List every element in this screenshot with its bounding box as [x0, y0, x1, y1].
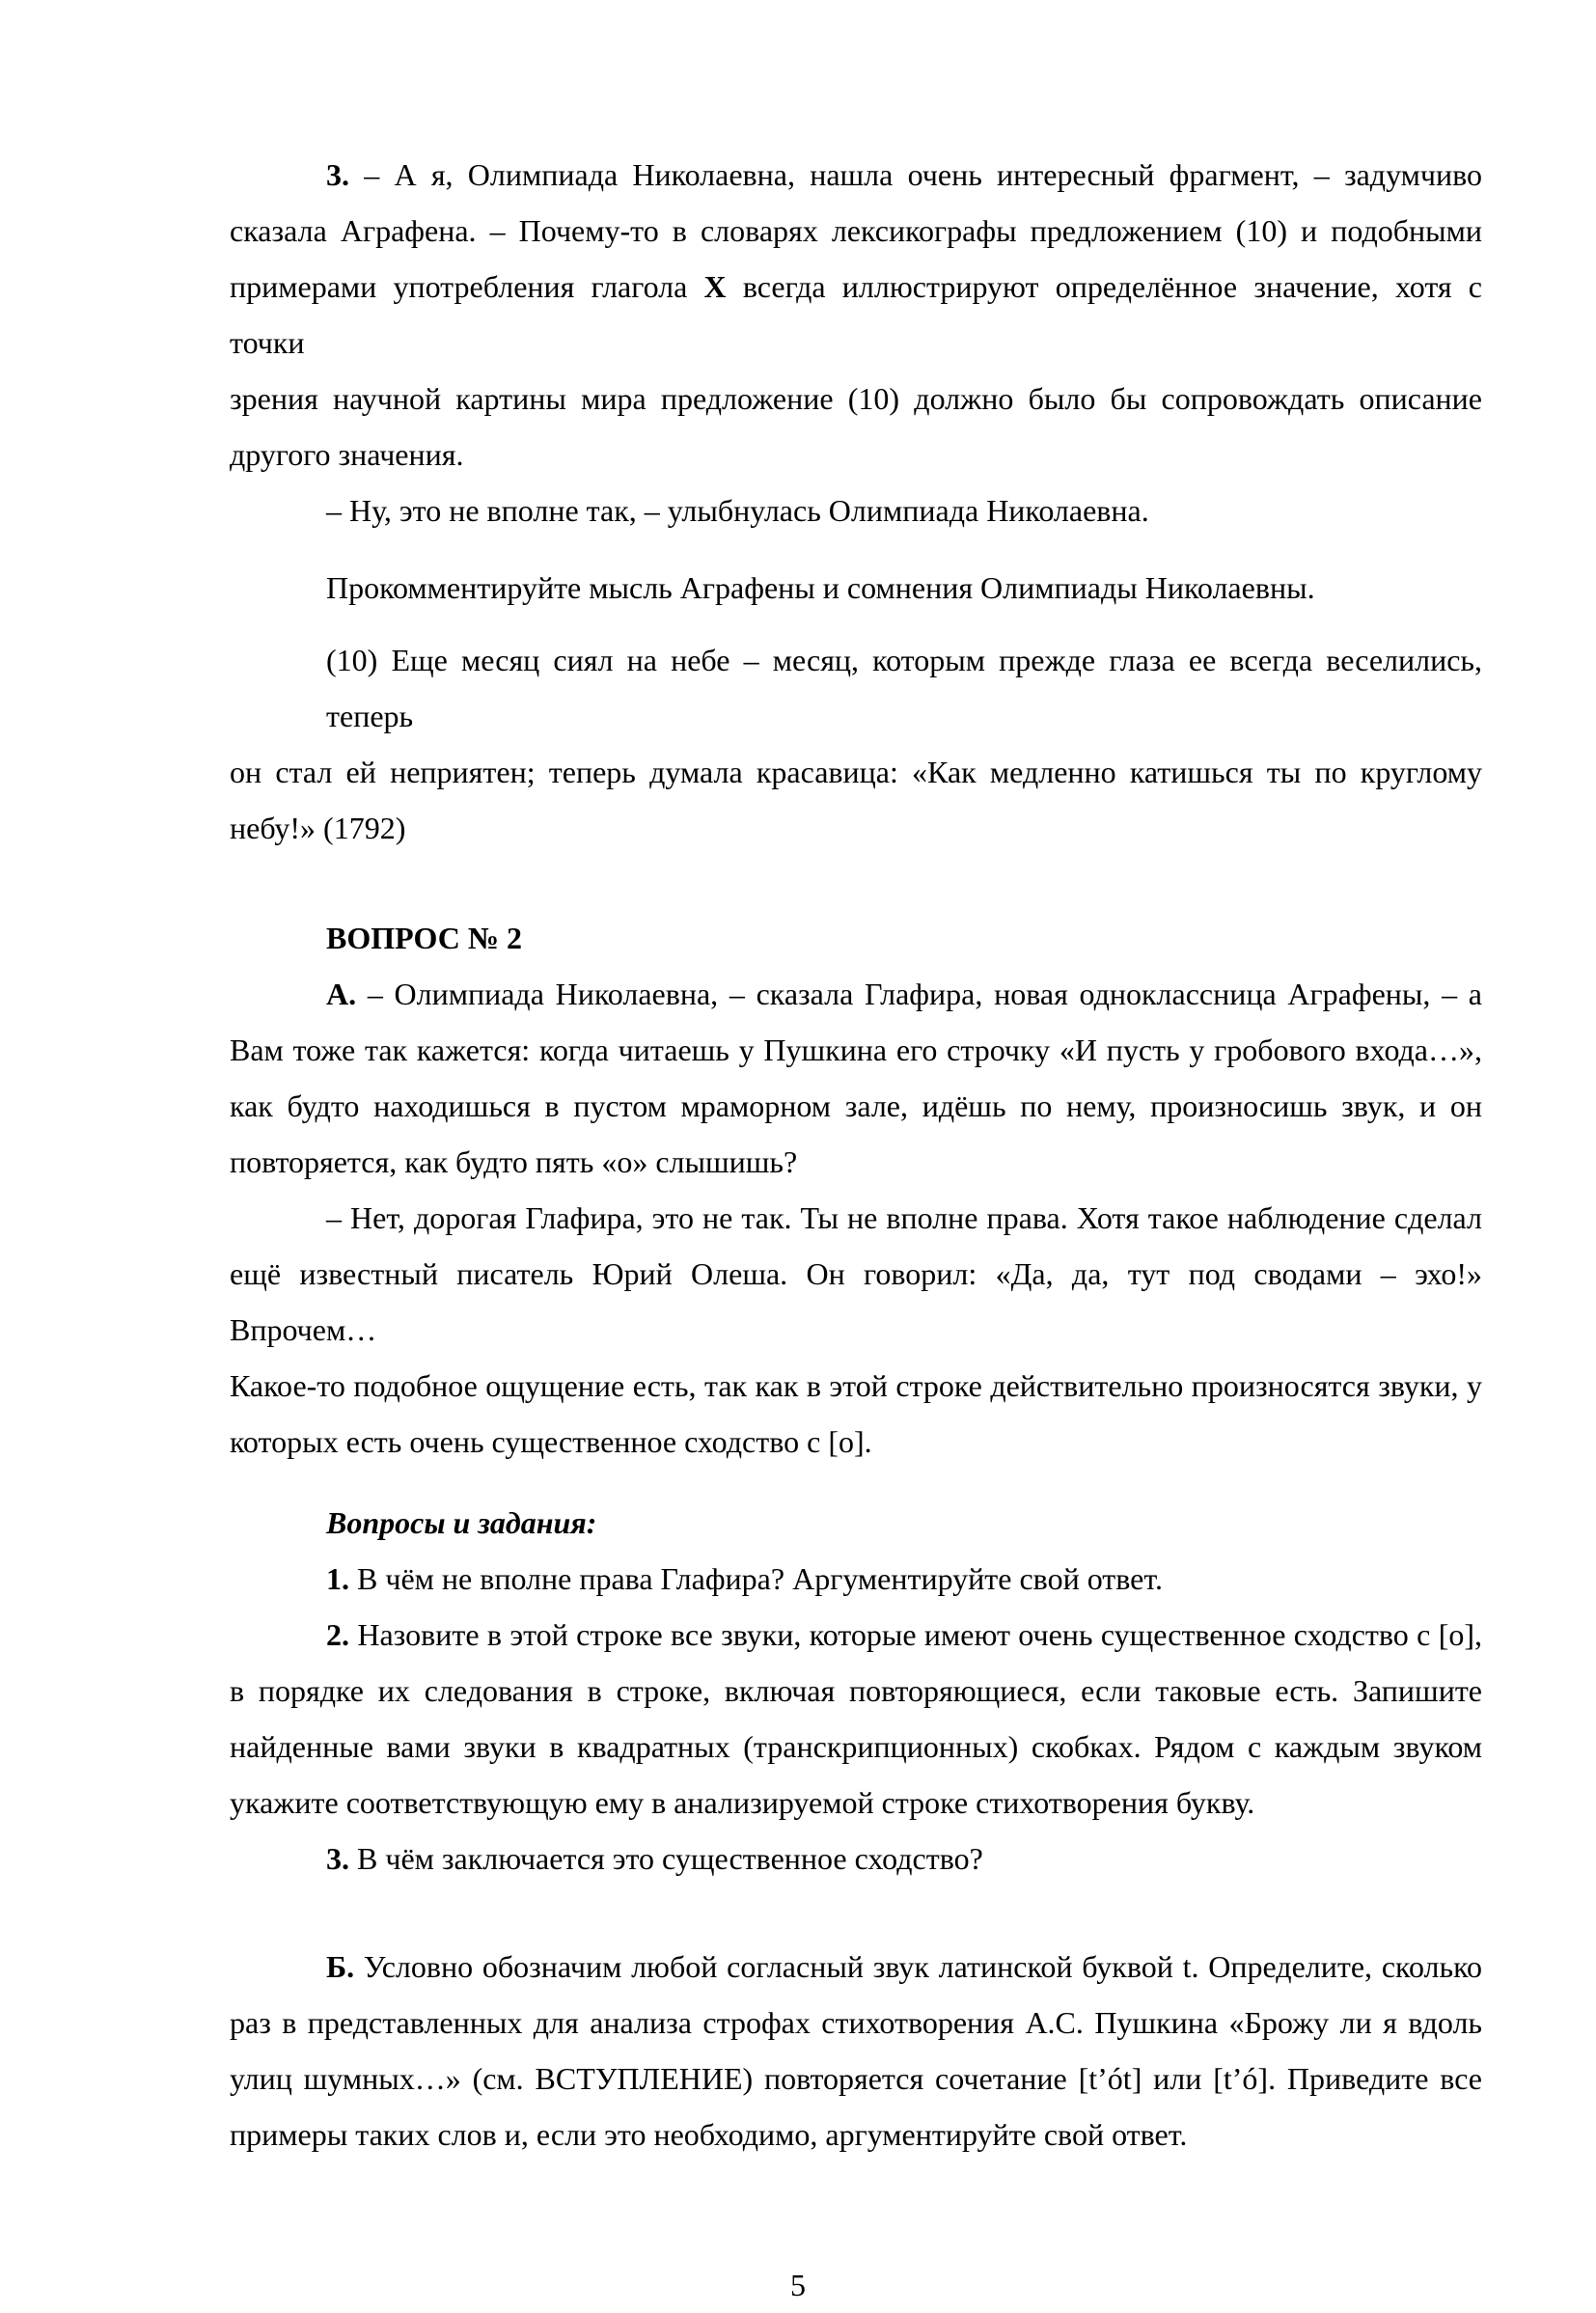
text-segment: улиц шумных…» (см. ВСТУПЛЕНИЕ) повторяется сочетание [t’ót] или [t’ó]. Приведите все — [230, 2061, 1482, 2096]
q2-heading — [230, 910, 1482, 966]
bold-text: Б. — [326, 1949, 355, 1984]
document-body — [230, 147, 1482, 2162]
text-line — [230, 1995, 1482, 2051]
text-line — [230, 427, 1482, 482]
text-segment: небу!» (1792) — [230, 811, 406, 845]
bold-text: Вопросы и задания: — [326, 1505, 597, 1540]
text-line — [230, 1607, 1482, 1663]
text-segment: он стал ей неприятен; теперь думала красавица: «Как медленно катишься ты по круглому — [230, 755, 1482, 789]
q1-reply — [230, 482, 1482, 538]
bold-text: ВОПРОС № 2 — [326, 921, 523, 955]
q2-task2 — [230, 1607, 1482, 1831]
text-line — [230, 966, 1482, 1022]
q1-task — [230, 560, 1482, 616]
text-line — [230, 2051, 1482, 2106]
text-segment: Вам тоже так кажется: когда читаешь у Пушкина его строчку «И пусть у гробового входа…», — [230, 1033, 1482, 1067]
text-segment: зрения научной картины мира предложение (10) должно было бы сопровождать описание — [230, 381, 1482, 416]
text-line — [230, 1246, 1482, 1358]
text-line — [230, 1939, 1482, 1995]
text-segment: укажите соответствующую ему в анализируемой строке стихотворения букву. — [230, 1785, 1255, 1820]
q1-example — [230, 632, 1482, 856]
text-segment: Назовите в этой строке все звуки, которые имеют очень существенное сходство с [о], — [349, 1617, 1482, 1652]
text-line — [230, 1358, 1482, 1414]
text-segment: В чём не вполне права Глафира? Аргументируйте свой ответ. — [349, 1561, 1163, 1596]
text-segment: найденные вами звуки в квадратных (транскрипционных) скобках. Рядом с каждым звуком — [230, 1729, 1482, 1764]
text-segment: ещё известный писатель Юрий Олеша. Он говорил: «Да, да, тут под сводами – эхо!» Впрочем… — [230, 1256, 1482, 1347]
q2-a — [230, 966, 1482, 1190]
text-line — [230, 1414, 1482, 1470]
text-segment: раз в представленных для анализа строфах стихотворения А.С. Пушкина «Брожу ли я вдоль — [230, 2005, 1482, 2040]
q2-task1 — [230, 1551, 1482, 1607]
text-segment: всегда иллюстрируют определённое значение, хотя с точки — [230, 269, 1483, 360]
text-line — [230, 632, 1482, 744]
text-line — [230, 1551, 1482, 1607]
bold-text: 3. — [326, 1841, 349, 1876]
text-segment: – Ну, это не вполне так, – улыбнулась Олимпиада Николаевна. — [326, 493, 1149, 528]
text-segment: В чём заключается это существенное сходство? — [349, 1841, 983, 1876]
text-segment: Прокомментируйте мысль Аграфены и сомнения Олимпиады Николаевны. — [326, 570, 1315, 605]
text-segment: – А я, Олимпиада Николаевна, нашла очень интересный фрагмент, – задумчиво — [349, 157, 1482, 192]
text-segment: как будто находишься в пустом мраморном зале, идёшь по нему, произносишь звук, и он — [230, 1088, 1482, 1123]
page-number: 5 — [790, 2268, 806, 2302]
text-line — [230, 1719, 1482, 1775]
text-segment: повторяется, как будто пять «о» слышишь? — [230, 1144, 798, 1179]
bold-text: 2. — [326, 1617, 349, 1652]
text-line — [230, 147, 1482, 203]
text-line — [230, 1775, 1482, 1831]
text-line — [230, 1495, 1482, 1551]
text-line — [230, 1078, 1482, 1134]
text-segment: в порядке их следования в строке, включая повторяющиеся, если таковые есть. Запишите — [230, 1673, 1482, 1708]
text-segment: Условно обозначим любой согласный звук латинской буквой t. Определите, сколько — [354, 1949, 1482, 1984]
q2-b — [230, 1939, 1482, 2162]
text-line — [230, 560, 1482, 616]
text-line — [230, 1022, 1482, 1078]
bold-text: 1. — [326, 1561, 349, 1596]
q1-item3 — [230, 147, 1482, 482]
q2-tasks-heading — [230, 1495, 1482, 1551]
text-segment: примерами употребления глагола — [230, 269, 704, 304]
text-line — [230, 744, 1482, 800]
text-line — [230, 371, 1482, 427]
text-segment: которых есть очень существенное сходство с [о]. — [230, 1424, 872, 1459]
text-segment: (10) Еще месяц сиял на небе – месяц, которым прежде глаза ее всегда веселились, теперь — [326, 643, 1482, 733]
text-line — [230, 2106, 1482, 2162]
text-segment: – Олимпиада Николаевна, – сказала Глафира, новая одноклассница Аграфены, – а — [356, 977, 1482, 1011]
q2-task3 — [230, 1831, 1482, 1886]
bold-text: А. — [326, 977, 357, 1011]
bold-text: 3. — [326, 157, 349, 192]
text-line — [230, 203, 1482, 259]
text-line — [230, 910, 1482, 966]
text-segment: примеры таких слов и, если это необходимо, аргументируйте свой ответ. — [230, 2117, 1188, 2152]
text-line — [230, 482, 1482, 538]
bold-text: X — [703, 269, 727, 304]
text-line — [230, 1831, 1482, 1886]
text-segment: – Нет, дорогая Глафира, это не так. Ты не вполне права. Хотя такое наблюдение сделал — [326, 1200, 1482, 1235]
text-line — [230, 800, 1482, 856]
text-line — [230, 1190, 1482, 1246]
text-segment: сказала Аграфена. – Почему-то в словарях лексикографы предложением (10) и подобными — [230, 213, 1482, 248]
text-segment: другого значения. — [230, 437, 464, 472]
text-line — [230, 259, 1482, 371]
text-line — [230, 1134, 1482, 1190]
text-segment: Какое-то подобное ощущение есть, так как в этой строке действительно произносятся звуки, у — [230, 1368, 1482, 1403]
q2-a-reply — [230, 1190, 1482, 1470]
text-line — [230, 1663, 1482, 1719]
